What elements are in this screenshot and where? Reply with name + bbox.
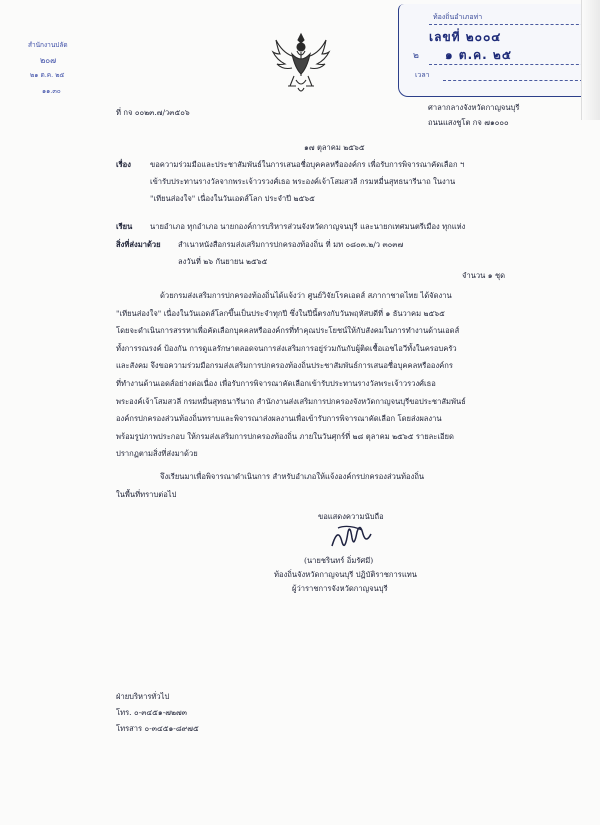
body-line: "เทียนส่องใจ" เนื่องในวันเอดส์โลกขึ้นเป็นประจำทุกปี ซึ่งในปีนี้ตรงกับวันพฤหัสบดีที่ ๑ ธันวาคม ๒๕๖๕ (116, 308, 445, 318)
body-line: ด้วยกรมส่งเสริมการปกครองท้องถิ่นได้แจ้งว่า ศูนย์วิจัยโรคเอดส์ สภากาชาดไทย ได้จัดงาน (160, 291, 452, 300)
attachment-line: สำเนาหนังสือกรมส่งเสริมการปกครองท้องถิ่น ที่ มท ๐๘๐๓.๒/ว ๓๐๓๗ (178, 240, 404, 249)
left-stamp-line2: ๒๐๗ (40, 56, 57, 65)
receipt-stamp-divider (429, 24, 589, 25)
receipt-stamp-date: ๑ ต.ค. ๒๕ (445, 48, 512, 62)
sender-address: ถนนแสงชูโต กจ ๗๑๐๐๐ (428, 118, 509, 127)
receipt-stamp-divider-2 (429, 64, 589, 65)
subject-line: เข้ารับประทานรางวัลจากพระเจ้าวรวงศ์เธอ พระองค์เจ้าโสมสวลี กรมหมื่นสุทธนารีนาถ ในงาน (150, 177, 456, 186)
signer-title: ท้องถิ่นจังหวัดกาญจนบุรี ปฏิบัติราชการแทน (274, 570, 417, 579)
regards: ขอแสดงความนับถือ (318, 512, 384, 521)
body-line: และสังคม จึงขอความร่วมมือกรมส่งเสริมการปกครองท้องถิ่นประชาสัมพันธ์การเสนอชื่อบุคคลหรือองค์กร (116, 361, 453, 371)
footer-department: ฝ่ายบริหารทั่วไป (116, 692, 170, 701)
page-curl (581, 0, 600, 120)
attachment-count: จำนวน ๑ ชุด (462, 271, 506, 280)
recipient-label: เรียน (116, 222, 133, 231)
body-line: โดยจะดำเนินการสรรหาเพื่อคัดเลือกบุคคลหรือองค์กรที่ทำคุณประโยชน์ให้กับสังคมในการทำงานด้านเอดส์ (116, 326, 460, 336)
body-line: พร้อมรูปภาพประกอบ ให้กรมส่งเสริมการปกครองท้องถิ่น ภายในวันศุกร์ที่ ๒๘ ตุลาคม ๒๕๖๕ รายละเอียด (116, 431, 454, 441)
body-line: ทั้งการรณรงค์ ป้องกัน การดูแลรักษาตลอดจนการส่งเสริมการอยู่ร่วมกันกับผู้ติดเชื้อเอชไอวีทั้งในครอบครัว (116, 343, 457, 353)
body-line: พระองค์เจ้าโสมสวลี กรมหมื่นสุทธนารีนาถ สำนักงานส่งเสริมการปกครองจังหวัดกาญจนบุรีขอประชาสัมพันธ์ (116, 396, 466, 406)
receipt-stamp-office: ท้องถิ่นอำเภอท่า (433, 13, 483, 21)
sender-office: ศาลากลางจังหวัดกาญจนบุรี (428, 103, 520, 112)
doc-number: ที่ กจ ๐๐๒๓.๗/ว๓๕๐๖ (116, 108, 190, 117)
subject-line: "เทียนส่องใจ" เนื่องในวันเอดส์โลก ประจำปี ๒๕๖๕ (150, 194, 315, 203)
receipt-stamp-day: ๒ (413, 51, 419, 61)
body-line: ปรากฏตามสิ่งที่ส่งมาด้วย (116, 449, 198, 459)
closing-paragraph (116, 468, 424, 503)
left-stamp-line4: ๑๑.๓๐ (42, 87, 61, 95)
attachment-line: ลงวันที่ ๒๖ กันยายน ๒๕๖๕ (178, 257, 268, 266)
signature (328, 522, 374, 554)
signer-name: (นายชรินทร์ อิ่มรัศมี) (304, 556, 374, 565)
closing-line: ในพื้นที่ทราบต่อไป (116, 489, 177, 499)
recipient-text: นายอำเภอ ทุกอำเภอ นายกองค์การบริหารส่วนจังหวัดกาญจนบุรี และนายกเทศมนตรีเมือง ทุกแห่ง (150, 222, 466, 231)
receipt-stamp (398, 4, 599, 97)
receipt-stamp-time-label: เวลา (415, 71, 430, 79)
receipt-stamp-divider-3 (443, 80, 583, 81)
attachment-label: สิ่งที่ส่งมาด้วย (116, 240, 161, 249)
left-receipt-stamp (28, 40, 98, 108)
receipt-stamp-number: เลขที่ ๒๐๐๔ (429, 30, 502, 44)
left-stamp-line3: ๒๑ ต.ค. ๒๕ (30, 71, 65, 79)
body-line: องค์กรปกครองส่วนท้องถิ่นทราบและพิจารณาส่งผลงานเพื่อเข้ารับการพิจารณาคัดเลือก โดยส่งผลงาน (116, 414, 442, 424)
closing-line: จึงเรียนมาเพื่อพิจารณาดำเนินการ สำหรับอำเภอให้แจ้งองค์กรปกครองส่วนท้องถิ่น (160, 472, 425, 481)
body-paragraph (116, 287, 466, 463)
garuda-emblem (270, 30, 332, 96)
footer-phone: โทร. ๐-๓๔๕๑-๗๒๗๓ (116, 708, 187, 717)
body-line: ที่ทำงานด้านเอดส์อย่างต่อเนื่อง เพื่อรับการพิจารณาคัดเลือกเข้ารับประทานรางวัลพระเจ้าวรวงศ์เธอ (116, 378, 436, 388)
subject-label: เรื่อง (116, 160, 131, 169)
subject-text (150, 160, 464, 204)
subject-line: ขอความร่วมมือและประชาสัมพันธ์ในการเสนอชื่อบุคคลหรือองค์กร เพื่อรับการพิจารณาคัดเลือก ฯ (150, 160, 465, 169)
signer-title: ผู้ว่าราชการจังหวัดกาญจนบุรี (292, 584, 388, 593)
document-date: ๑๗ ตุลาคม ๒๕๖๕ (304, 143, 365, 152)
footer-fax: โทรสาร ๐-๓๔๕๑-๘๙๗๕ (116, 724, 199, 733)
left-stamp-line1: สำนักงานปลัด (28, 41, 68, 49)
